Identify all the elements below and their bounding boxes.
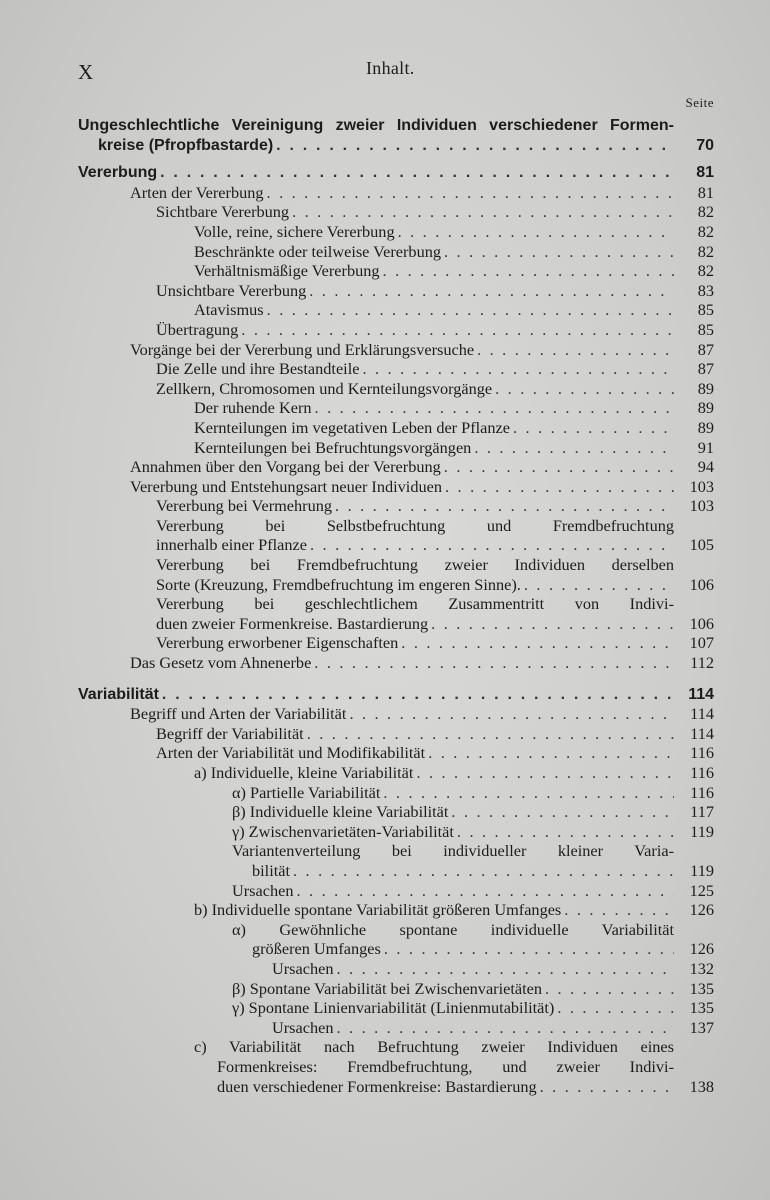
toc-entry — [78, 398, 714, 418]
toc-entry-text: Annahmen über den Vorgang bei der Vererbung — [130, 457, 441, 477]
toc-page-number: 82 — [697, 241, 714, 261]
toc-entry-text: Vererbung bei Selbstbefruchtung und Fremdbefruchtung — [156, 515, 674, 535]
toc-entry-text: bilität — [252, 860, 290, 880]
dot-leader — [314, 653, 674, 673]
toc-page-number: 85 — [697, 319, 714, 339]
toc-entry — [78, 1037, 714, 1096]
dot-leader — [241, 320, 674, 340]
toc-entry-text: Vorgänge bei der Vererbung und Erklärungsversuche — [130, 339, 475, 359]
dot-leader — [444, 457, 674, 477]
toc-entry-text: Volle, reine, sichere Vererbung — [194, 221, 395, 241]
toc-page-number: 117 — [690, 802, 714, 822]
dot-leader — [349, 704, 674, 724]
dot-leader — [335, 496, 674, 516]
toc-entry-text: β) Spontane Variabilität bei Zwischenvarietäten — [232, 978, 542, 998]
toc-entry — [78, 281, 714, 301]
dot-leader — [401, 633, 674, 653]
dot-leader — [307, 724, 674, 744]
toc-entry-text: Vererbung erworbener Eigenschaften — [156, 633, 399, 653]
toc-entry — [78, 320, 714, 340]
toc-page-number: 87 — [697, 339, 714, 359]
dot-leader — [477, 340, 674, 360]
dot-leader — [524, 575, 674, 595]
toc-page-number: 137 — [689, 1017, 714, 1037]
toc-entry-text: β) Individuelle kleine Variabilität — [232, 802, 449, 822]
toc-page-number: 106 — [689, 574, 714, 594]
toc-entry-text: Vererbung bei Vermehrung — [156, 496, 333, 516]
toc-entry — [78, 783, 714, 803]
dot-leader — [310, 535, 674, 555]
dot-leader — [557, 998, 674, 1018]
toc-entry-text: Kernteilungen im vegetativen Leben der Pflanze — [194, 417, 510, 437]
toc-entry-text: Vererbung bei geschlechtlichem Zusammentritt von Indivi- — [156, 594, 674, 614]
toc-entry — [78, 594, 714, 633]
page-numeral: X — [78, 60, 94, 84]
toc-entry — [78, 242, 714, 262]
dot-leader — [444, 242, 674, 262]
dot-leader — [160, 163, 674, 183]
dot-leader — [362, 359, 674, 379]
toc-entry-text: duen verschiedener Formenkreise: Bastardierung — [217, 1076, 537, 1096]
toc-entry-text: Zellkern, Chromosomen und Kernteilungsvorgänge — [156, 378, 493, 398]
toc-page-number: 135 — [689, 998, 714, 1018]
toc-entry — [78, 457, 714, 477]
toc-entry — [78, 163, 714, 183]
toc-page-number: 81 — [696, 164, 714, 182]
toc-page-number: 89 — [697, 417, 714, 437]
toc-entry-text: Der ruhende Kern — [194, 398, 312, 418]
toc-entry-text: Sorte (Kreuzung, Fremdbefruchtung im engeren Sinne). — [156, 574, 521, 594]
toc-entry — [78, 340, 714, 360]
toc-entry — [78, 743, 714, 763]
toc-page-number: 83 — [697, 280, 714, 300]
toc-entry — [78, 1018, 714, 1038]
toc-entry-text: Die Zelle und ihre Bestandteile — [156, 359, 360, 379]
toc-entry-text: Beschränkte oder teilweise Vererbung — [194, 241, 441, 261]
dot-leader — [451, 802, 674, 822]
toc-page-number: 70 — [696, 136, 714, 154]
toc-entry — [78, 116, 714, 155]
toc-entry — [78, 841, 714, 880]
toc-page-number: 89 — [697, 398, 714, 418]
toc-entry-text: Ursachen — [232, 880, 294, 900]
toc-entry-text: Begriff und Arten der Variabilität — [130, 704, 347, 724]
toc-entry-text: Variabilität — [78, 685, 159, 703]
toc-page-number: 112 — [690, 653, 714, 673]
dot-leader — [267, 183, 674, 203]
toc-entry — [78, 653, 714, 673]
toc-entry-text: Ursachen — [272, 1017, 334, 1037]
toc-entry — [78, 979, 714, 999]
toc-entry-text: Das Gesetz vom Ahnenerbe — [130, 653, 312, 673]
running-title: Inhalt. — [366, 58, 415, 78]
dot-leader — [293, 861, 674, 881]
toc-page-number: 135 — [689, 978, 714, 998]
toc-entry-text: innerhalb einer Pflanze — [156, 535, 307, 555]
toc-page-number: 106 — [689, 613, 714, 633]
toc-entry-text: Arten der Vererbung — [130, 182, 264, 202]
toc-page-number: 103 — [689, 496, 714, 516]
toc-entry-text: γ) Spontane Linienvariabilität (Linienmutabilität) — [232, 998, 555, 1018]
dot-leader — [309, 281, 674, 301]
toc-entry — [78, 998, 714, 1018]
toc-entry-text: Verhältnismäßige Vererbung — [194, 261, 380, 281]
dot-leader — [495, 379, 674, 399]
toc-page-number: 116 — [690, 782, 714, 802]
toc-entry-text: γ) Zwischenvarietäten-Variabilität — [232, 821, 454, 841]
toc-entry-text: Variantenverteilung bei individueller kleiner Varia- — [232, 841, 674, 861]
toc-entry-text: Arten der Variabilität und Modifikabilität — [156, 743, 426, 763]
toc-entry — [78, 496, 714, 516]
toc-entry-text: Vererbung — [78, 164, 158, 182]
toc-entry — [78, 359, 714, 379]
toc-page-number: 91 — [697, 437, 714, 457]
dot-leader — [398, 222, 674, 242]
toc-page-number: 119 — [690, 821, 714, 841]
toc-entry-text: Vererbung bei Fremdbefruchtung zweier Individuen derselben — [156, 555, 674, 575]
dot-leader — [428, 743, 674, 763]
toc-entry — [78, 822, 714, 842]
toc-entry — [78, 920, 714, 959]
toc-entry — [78, 222, 714, 242]
toc-page-number: 114 — [690, 704, 714, 724]
dot-leader — [162, 685, 674, 705]
toc-entry-text: Formenkreises: Fremdbefruchtung, und zweier Indivi- — [217, 1056, 674, 1076]
toc-entry — [78, 685, 714, 705]
toc-entry — [78, 900, 714, 920]
dot-leader — [545, 979, 674, 999]
toc-entry — [78, 438, 714, 458]
dot-leader — [513, 418, 674, 438]
dot-leader — [416, 763, 674, 783]
toc-page-number: 116 — [690, 743, 714, 763]
dot-leader — [474, 438, 674, 458]
toc-entry-text: kreise (Pfropfbastarde) — [98, 136, 274, 154]
toc-page-number: 114 — [688, 685, 714, 703]
dot-leader — [457, 822, 674, 842]
toc-entry — [78, 724, 714, 744]
toc-entry-text: α) Gewöhnliche spontane individuelle Variabilität — [232, 919, 674, 939]
toc-entry — [78, 300, 714, 320]
toc-entry — [78, 704, 714, 724]
dot-leader — [336, 1018, 674, 1038]
dot-leader — [384, 939, 674, 959]
toc-page-number: 116 — [690, 763, 714, 782]
toc-entry-text: b) Individuelle spontane Variabilität größeren Umfanges — [194, 900, 562, 920]
toc-entry-text: Übertragung — [156, 319, 239, 339]
toc-page-number: 94 — [697, 457, 714, 477]
toc-entry — [78, 802, 714, 822]
toc-entry-text: duen zweier Formenkreise. Bastardierung — [156, 613, 429, 633]
toc-page-number: 119 — [690, 860, 714, 880]
toc-entry — [78, 202, 714, 222]
toc-page-number: 103 — [689, 476, 714, 496]
toc-entry — [78, 477, 714, 497]
toc-entry-text: α) Partielle Variabilität — [232, 782, 381, 802]
toc-entry — [78, 261, 714, 281]
page-column-label: Seite — [685, 95, 714, 110]
toc-entry-text: a) Individuelle, kleine Variabilität — [194, 763, 414, 782]
toc-page-number: 125 — [689, 880, 714, 900]
toc-page-number: 107 — [689, 633, 714, 653]
dot-leader — [296, 881, 674, 901]
toc-entry — [78, 763, 714, 783]
dot-leader — [383, 261, 674, 281]
dot-leader — [292, 202, 674, 222]
toc-entry-text: Unsichtbare Vererbung — [156, 280, 307, 300]
toc-entry-text: Vererbung und Entstehungsart neuer Individuen — [130, 476, 442, 496]
dot-leader — [383, 783, 674, 803]
toc-entry-text: Sichtbare Vererbung — [156, 202, 290, 222]
toc-page-number: 85 — [697, 300, 714, 320]
toc-page-number: 126 — [689, 900, 714, 920]
toc-entry-text: Ungeschlechtliche Vereinigung zweier Individuen verschiedener Formen- — [78, 117, 674, 134]
toc-entry-text: Atavismus — [194, 300, 264, 320]
toc-entry — [78, 633, 714, 653]
toc-entry — [78, 959, 714, 979]
dot-leader — [540, 1077, 674, 1097]
toc-entry — [78, 516, 714, 555]
toc-entry — [78, 418, 714, 438]
dot-leader — [315, 398, 674, 418]
table-of-contents — [78, 116, 714, 1096]
dot-leader — [276, 136, 674, 156]
toc-page-number: 82 — [697, 261, 714, 281]
dot-leader — [564, 900, 674, 920]
toc-page-number: 87 — [697, 359, 714, 379]
toc-page-number: 138 — [689, 1076, 714, 1096]
toc-entry-text: Ursachen — [272, 958, 334, 978]
toc-entry-text: c) Variabilität nach Befruchtung zweier Individuen eines — [194, 1037, 674, 1057]
toc-entry — [78, 183, 714, 203]
dot-leader — [445, 477, 674, 497]
toc-page-number: 89 — [697, 378, 714, 398]
toc-entry — [78, 555, 714, 594]
dot-leader — [336, 959, 674, 979]
toc-page-number: 105 — [689, 535, 714, 555]
toc-entry-text: größeren Umfanges — [252, 939, 381, 959]
toc-entry-text: Begriff der Variabilität — [156, 723, 304, 743]
toc-page-number: 114 — [690, 723, 714, 743]
toc-page-number: 126 — [689, 939, 714, 959]
toc-entry-text: Kernteilungen bei Befruchtungsvorgängen — [194, 437, 472, 457]
toc-page-number: 132 — [689, 958, 714, 978]
toc-entry — [78, 881, 714, 901]
toc-page-number: 82 — [697, 221, 714, 241]
dot-leader — [431, 614, 674, 634]
toc-entry — [78, 379, 714, 399]
toc-page-number: 81 — [697, 182, 714, 202]
toc-page-number: 82 — [697, 202, 714, 222]
dot-leader — [267, 300, 674, 320]
